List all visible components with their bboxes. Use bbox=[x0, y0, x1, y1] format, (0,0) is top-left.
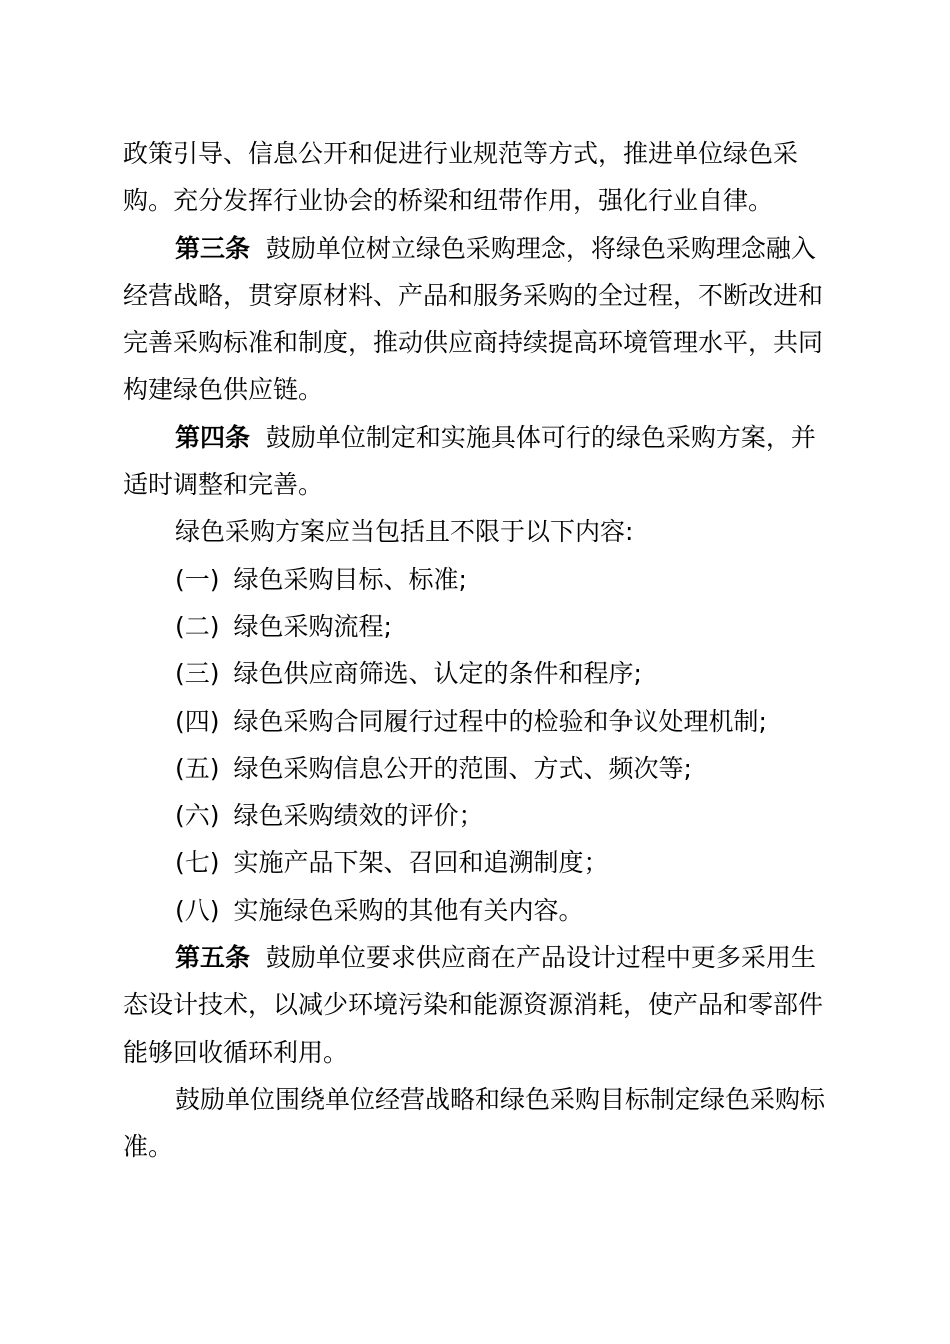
list-item-marker: (六) bbox=[175, 801, 220, 831]
article-5-text: 鼓励单位要求供应商在产品设计过程中更多采用生态设计技术，以减少环境污染和能源资源消耗，使产品和零部件能够回收循环利用。 bbox=[123, 943, 824, 1067]
article-3-number: 第三条 bbox=[175, 233, 251, 263]
list-item-marker: (四) bbox=[175, 706, 220, 736]
list-item bbox=[123, 839, 833, 886]
list-item-marker: (二) bbox=[175, 611, 220, 641]
article-5 bbox=[123, 934, 833, 1076]
article-5-number: 第五条 bbox=[175, 943, 251, 973]
list-item-text: 实施绿色采购的其他有关内容。 bbox=[233, 895, 584, 925]
list-item bbox=[123, 745, 833, 792]
list-item bbox=[123, 650, 833, 697]
list-item bbox=[123, 698, 833, 745]
list-item bbox=[123, 556, 833, 603]
list-item-marker: (七) bbox=[175, 848, 220, 878]
list-item-text: 绿色采购合同履行过程中的检验和争议处理机制; bbox=[233, 706, 767, 736]
article-3-text: 鼓励单位树立绿色采购理念，将绿色采购理念融入经营战略，贯穿原材料、产品和服务采购的全过程，不断改进和完善采购标准和制度，推动供应商持续提高环境管理水平，共同构建绿色供应链。 bbox=[123, 233, 824, 405]
article-4-number: 第四条 bbox=[175, 422, 251, 452]
paragraph-standards: 鼓励单位围绕单位经营战略和绿色采购目标制定绿色采购标准。 bbox=[123, 1084, 826, 1162]
list-item-marker: (五) bbox=[175, 753, 220, 783]
list-item bbox=[123, 603, 833, 650]
list-item-text: 实施产品下架、召回和追溯制度； bbox=[233, 848, 609, 878]
list-item-text: 绿色采购目标、标准; bbox=[233, 564, 467, 594]
article-4 bbox=[123, 414, 833, 509]
list-item-marker: (三) bbox=[175, 659, 220, 689]
document-body bbox=[123, 130, 833, 1171]
list-item-marker: (八) bbox=[175, 895, 220, 925]
article-3 bbox=[123, 225, 833, 414]
plan-item-list bbox=[123, 556, 833, 934]
list-item-text: 绿色采购流程; bbox=[233, 611, 392, 641]
list-item-text: 绿色供应商筛选、认定的条件和程序; bbox=[233, 659, 642, 689]
list-item-text: 绿色采购绩效的评价； bbox=[233, 801, 484, 831]
list-item bbox=[123, 887, 833, 934]
plan-intro: 绿色采购方案应当包括且不限于以下内容: bbox=[175, 517, 634, 547]
article-4-text: 鼓励单位制定和实施具体可行的绿色采购方案，并适时调整和完善。 bbox=[123, 422, 816, 500]
paragraph-policy: 政策引导、信息公开和促进行业规范等方式，推进单位绿色采购。充分发挥行业协会的桥梁和纽带作用，强化行业自律。 bbox=[123, 139, 799, 216]
list-item bbox=[123, 792, 833, 839]
list-item-marker: (一) bbox=[175, 564, 220, 594]
list-item-text: 绿色采购信息公开的范围、方式、频次等; bbox=[233, 753, 692, 783]
